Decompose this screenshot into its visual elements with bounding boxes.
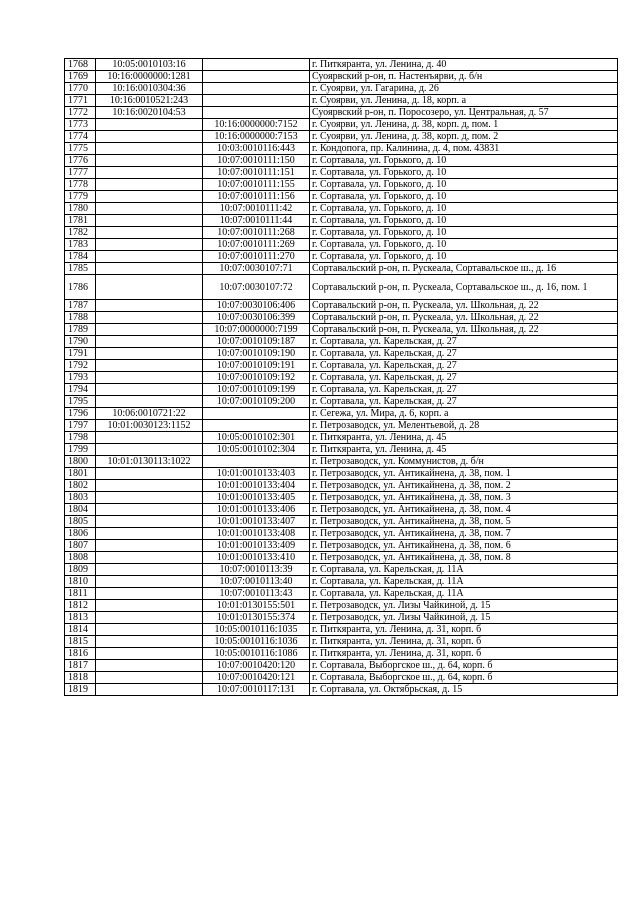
address-cell: г. Сортавала, ул. Карельская, д. 27: [310, 348, 618, 360]
address-cell: г. Суоярви, ул. Ленина, д. 38, корп. д, пом. 2: [310, 131, 618, 143]
row-number-cell: 1779: [65, 191, 96, 203]
row-number-cell: 1803: [65, 492, 96, 504]
row-number-cell: 1792: [65, 360, 96, 372]
premises-cadastral-number-cell: 10:07:0010113:43: [203, 588, 310, 600]
table-row: [65, 215, 618, 227]
address-cell: г. Петрозаводск, ул. Антикайнена, д. 38, пом. 8: [310, 552, 618, 564]
premises-cadastral-number-cell: 10:05:0010116:1086: [203, 648, 310, 660]
address-cell: г. Сортавала, ул. Карельская, д. 27: [310, 396, 618, 408]
table-row: [65, 504, 618, 516]
table-row: [65, 203, 618, 215]
premises-cadastral-number-cell: 10:01:0010133:405: [203, 492, 310, 504]
row-number-cell: 1785: [65, 263, 96, 275]
address-cell: Сортавальский р-он, п. Рускеала, ул. Школьная, д. 22: [310, 324, 618, 336]
address-cell: г. Суоярви, ул. Ленина, д. 18, корп. а: [310, 95, 618, 107]
row-number-cell: 1774: [65, 131, 96, 143]
premises-cadastral-number-cell: 10:03:0010116:443: [203, 143, 310, 155]
cadastral-number-cell: [96, 203, 203, 215]
address-cell: г. Петрозаводск, ул. Антикайнена, д. 38, пом. 1: [310, 468, 618, 480]
table-row: [65, 516, 618, 528]
cadastral-number-cell: [96, 372, 203, 384]
cadastral-number-cell: [96, 396, 203, 408]
cadastral-number-cell: [96, 672, 203, 684]
address-cell: г. Петрозаводск, ул. Антикайнена, д. 38, пом. 6: [310, 540, 618, 552]
table-row: [65, 263, 618, 275]
row-number-cell: 1812: [65, 600, 96, 612]
cadastral-number-cell: [96, 275, 203, 300]
address-cell: г. Питкяранта, ул. Ленина, д. 45: [310, 432, 618, 444]
table-row: [65, 636, 618, 648]
row-number-cell: 1806: [65, 528, 96, 540]
row-number-cell: 1805: [65, 516, 96, 528]
row-number-cell: 1819: [65, 684, 96, 696]
row-number-cell: 1811: [65, 588, 96, 600]
address-cell: г. Петрозаводск, ул. Лизы Чайкиной, д. 15: [310, 600, 618, 612]
table-row: [65, 372, 618, 384]
table-row: [65, 432, 618, 444]
premises-cadastral-number-cell: 10:01:0010133:407: [203, 516, 310, 528]
premises-cadastral-number-cell: [203, 456, 310, 468]
table-row: [65, 552, 618, 564]
cadastral-number-cell: 10:01:0130113:1022: [96, 456, 203, 468]
cadastral-number-cell: [96, 215, 203, 227]
address-cell: г. Сортавала, ул. Горького, д. 10: [310, 251, 618, 263]
cadastral-number-cell: [96, 179, 203, 191]
cadastral-number-cell: [96, 492, 203, 504]
table-row: [65, 275, 618, 300]
row-number-cell: 1817: [65, 660, 96, 672]
row-number-cell: 1791: [65, 348, 96, 360]
cadastral-number-cell: [96, 336, 203, 348]
table-row: [65, 336, 618, 348]
cadastral-number-cell: [96, 540, 203, 552]
row-number-cell: 1800: [65, 456, 96, 468]
table-row: [65, 227, 618, 239]
premises-cadastral-number-cell: 10:07:0010109:192: [203, 372, 310, 384]
address-cell: г. Сортавала, ул. Карельская, д. 27: [310, 372, 618, 384]
address-cell: г. Сортавала, ул. Горького, д. 10: [310, 227, 618, 239]
row-number-cell: 1818: [65, 672, 96, 684]
cadastral-number-cell: [96, 588, 203, 600]
address-cell: г. Кондопога, пр. Калинина, д. 4, пом. 43831: [310, 143, 618, 155]
address-cell: г. Питкяранта, ул. Ленина, д. 31, корп. б: [310, 636, 618, 648]
address-cell: г. Сортавала, ул. Карельская, д. 27: [310, 384, 618, 396]
premises-cadastral-number-cell: 10:01:0130155:374: [203, 612, 310, 624]
premises-cadastral-number-cell: [203, 59, 310, 71]
table-row: [65, 588, 618, 600]
cadastral-number-cell: [96, 155, 203, 167]
table-row: [65, 191, 618, 203]
table-row: [65, 564, 618, 576]
row-number-cell: 1793: [65, 372, 96, 384]
premises-cadastral-number-cell: 10:07:0010111:268: [203, 227, 310, 239]
address-cell: г. Петрозаводск, ул. Мелентьевой, д. 28: [310, 420, 618, 432]
cadastral-number-cell: [96, 167, 203, 179]
address-cell: Суоярвский р-он, п. Настенъярви, д. б/н: [310, 71, 618, 83]
premises-cadastral-number-cell: 10:01:0130155:501: [203, 600, 310, 612]
table-row: [65, 384, 618, 396]
table-row: [65, 167, 618, 179]
premises-cadastral-number-cell: 10:07:0010109:199: [203, 384, 310, 396]
row-number-cell: 1786: [65, 275, 96, 300]
address-cell: г. Сортавала, ул. Октябрьская, д. 15: [310, 684, 618, 696]
cadastral-number-cell: [96, 191, 203, 203]
address-cell: г. Петрозаводск, ул. Антикайнена, д. 38, пом. 2: [310, 480, 618, 492]
cadastral-number-cell: [96, 143, 203, 155]
row-number-cell: 1795: [65, 396, 96, 408]
row-number-cell: 1769: [65, 71, 96, 83]
table-row: [65, 239, 618, 251]
address-cell: г. Петрозаводск, ул. Антикайнена, д. 38, пом. 7: [310, 528, 618, 540]
premises-cadastral-number-cell: 10:07:0030107:71: [203, 263, 310, 275]
row-number-cell: 1784: [65, 251, 96, 263]
cadastral-number-cell: [96, 227, 203, 239]
table-row: [65, 143, 618, 155]
row-number-cell: 1770: [65, 83, 96, 95]
cadastral-number-cell: [96, 612, 203, 624]
premises-cadastral-number-cell: 10:16:0000000:7152: [203, 119, 310, 131]
address-cell: Сортавальский р-он, п. Рускеала, ул. Школьная, д. 22: [310, 300, 618, 312]
table-row: [65, 456, 618, 468]
cadastral-number-cell: [96, 648, 203, 660]
cadastral-number-cell: 10:16:0010521:243: [96, 95, 203, 107]
cadastral-number-cell: [96, 504, 203, 516]
premises-cadastral-number-cell: [203, 408, 310, 420]
table-row: [65, 444, 618, 456]
table-row: [65, 360, 618, 372]
premises-cadastral-number-cell: 10:07:0010111:155: [203, 179, 310, 191]
table-row: [65, 612, 618, 624]
row-number-cell: 1801: [65, 468, 96, 480]
premises-cadastral-number-cell: 10:05:0010116:1035: [203, 624, 310, 636]
row-number-cell: 1789: [65, 324, 96, 336]
premises-cadastral-number-cell: 10:07:0010111:151: [203, 167, 310, 179]
row-number-cell: 1799: [65, 444, 96, 456]
address-cell: г. Питкяранта, ул. Ленина, д. 31, корп. б: [310, 624, 618, 636]
table-row: [65, 131, 618, 143]
cadastral-number-cell: [96, 384, 203, 396]
row-number-cell: 1788: [65, 312, 96, 324]
cadastral-number-cell: [96, 564, 203, 576]
table-row: [65, 420, 618, 432]
row-number-cell: 1798: [65, 432, 96, 444]
premises-cadastral-number-cell: 10:07:0030107:72: [203, 275, 310, 300]
row-number-cell: 1797: [65, 420, 96, 432]
premises-cadastral-number-cell: 10:05:0010116:1036: [203, 636, 310, 648]
address-cell: г. Петрозаводск, ул. Коммунистов, д. б/н: [310, 456, 618, 468]
cadastral-number-cell: [96, 300, 203, 312]
row-number-cell: 1778: [65, 179, 96, 191]
premises-cadastral-number-cell: 10:07:0010117:131: [203, 684, 310, 696]
premises-cadastral-number-cell: 10:07:0030106:399: [203, 312, 310, 324]
cadastral-number-cell: [96, 600, 203, 612]
address-cell: г. Сортавала, ул. Горького, д. 10: [310, 179, 618, 191]
row-number-cell: 1813: [65, 612, 96, 624]
premises-cadastral-number-cell: 10:01:0010133:406: [203, 504, 310, 516]
premises-cadastral-number-cell: 10:05:0010102:301: [203, 432, 310, 444]
table-row: [65, 179, 618, 191]
row-number-cell: 1780: [65, 203, 96, 215]
premises-cadastral-number-cell: 10:07:0010420:120: [203, 660, 310, 672]
cadastral-number-cell: [96, 348, 203, 360]
premises-cadastral-number-cell: [203, 107, 310, 119]
table-row: [65, 660, 618, 672]
cadastral-number-cell: [96, 636, 203, 648]
premises-cadastral-number-cell: 10:07:0010109:200: [203, 396, 310, 408]
premises-cadastral-number-cell: 10:01:0010133:404: [203, 480, 310, 492]
premises-cadastral-number-cell: [203, 71, 310, 83]
address-cell: г. Сортавала, ул. Горького, д. 10: [310, 239, 618, 251]
premises-cadastral-number-cell: 10:07:0010420:121: [203, 672, 310, 684]
address-cell: г. Петрозаводск, ул. Антикайнена, д. 38, пом. 5: [310, 516, 618, 528]
property-registry-table: [64, 58, 618, 696]
premises-cadastral-number-cell: 10:07:0010109:190: [203, 348, 310, 360]
table-row: [65, 83, 618, 95]
cadastral-number-cell: 10:16:0010304:36: [96, 83, 203, 95]
cadastral-number-cell: [96, 528, 203, 540]
cadastral-number-cell: [96, 468, 203, 480]
cadastral-number-cell: 10:01:0030123:1152: [96, 420, 203, 432]
row-number-cell: 1772: [65, 107, 96, 119]
row-number-cell: 1794: [65, 384, 96, 396]
address-cell: г. Сортавала, ул. Горького, д. 10: [310, 215, 618, 227]
cadastral-number-cell: [96, 660, 203, 672]
premises-cadastral-number-cell: [203, 83, 310, 95]
cadastral-number-cell: [96, 239, 203, 251]
cadastral-number-cell: [96, 444, 203, 456]
address-cell: Сортавальский р-он, п. Рускеала, Сортавальское ш., д. 16, пом. 1: [310, 275, 618, 300]
row-number-cell: 1809: [65, 564, 96, 576]
row-number-cell: 1802: [65, 480, 96, 492]
premises-cadastral-number-cell: [203, 420, 310, 432]
cadastral-number-cell: [96, 324, 203, 336]
address-cell: г. Питкяранта, ул. Ленина, д. 31, корп. б: [310, 648, 618, 660]
cadastral-number-cell: [96, 576, 203, 588]
address-cell: г. Сортавала, Выборгское ш., д. 64, корп. б: [310, 660, 618, 672]
row-number-cell: 1796: [65, 408, 96, 420]
row-number-cell: 1815: [65, 636, 96, 648]
row-number-cell: 1781: [65, 215, 96, 227]
table-row: [65, 480, 618, 492]
address-cell: Сортавальский р-он, п. Рускеала, ул. Школьная, д. 22: [310, 312, 618, 324]
cadastral-number-cell: [96, 684, 203, 696]
table-row: [65, 107, 618, 119]
table-row: [65, 492, 618, 504]
table-row: [65, 300, 618, 312]
row-number-cell: 1768: [65, 59, 96, 71]
cadastral-number-cell: [96, 360, 203, 372]
premises-cadastral-number-cell: 10:07:0010109:187: [203, 336, 310, 348]
table-row: [65, 348, 618, 360]
row-number-cell: 1775: [65, 143, 96, 155]
table-row: [65, 155, 618, 167]
cadastral-number-cell: [96, 312, 203, 324]
address-cell: Сортавальский р-он, п. Рускеала, Сортавальское ш., д. 16: [310, 263, 618, 275]
row-number-cell: 1790: [65, 336, 96, 348]
address-cell: г. Петрозаводск, ул. Лизы Чайкиной, д. 15: [310, 612, 618, 624]
address-cell: г. Сортавала, ул. Горького, д. 10: [310, 203, 618, 215]
row-number-cell: 1773: [65, 119, 96, 131]
cadastral-number-cell: 10:05:0010103:16: [96, 59, 203, 71]
address-cell: г. Петрозаводск, ул. Антикайнена, д. 38, пом. 3: [310, 492, 618, 504]
table-row: [65, 684, 618, 696]
table-row: [65, 59, 618, 71]
table-row: [65, 324, 618, 336]
cadastral-number-cell: [96, 480, 203, 492]
premises-cadastral-number-cell: 10:07:0010109:191: [203, 360, 310, 372]
cadastral-number-cell: [96, 432, 203, 444]
address-cell: г. Сортавала, ул. Горького, д. 10: [310, 155, 618, 167]
address-cell: г. Питкяранта, ул. Ленина, д. 40: [310, 59, 618, 71]
table-row: [65, 312, 618, 324]
table-row: [65, 540, 618, 552]
row-number-cell: 1816: [65, 648, 96, 660]
cadastral-number-cell: [96, 552, 203, 564]
table-row: [65, 71, 618, 83]
premises-cadastral-number-cell: 10:07:0010111:270: [203, 251, 310, 263]
address-cell: г. Сортавала, ул. Карельская, д. 27: [310, 360, 618, 372]
table-row: [65, 576, 618, 588]
address-cell: г. Суоярви, ул. Гагарина, д. 26: [310, 83, 618, 95]
premises-cadastral-number-cell: 10:01:0010133:410: [203, 552, 310, 564]
premises-cadastral-number-cell: 10:05:0010102:304: [203, 444, 310, 456]
address-cell: г. Сортавала, ул. Карельская, д. 11А: [310, 576, 618, 588]
row-number-cell: 1807: [65, 540, 96, 552]
address-cell: г. Сортавала, ул. Карельская, д. 11А: [310, 564, 618, 576]
row-number-cell: 1810: [65, 576, 96, 588]
cadastral-number-cell: [96, 624, 203, 636]
table-row: [65, 95, 618, 107]
cadastral-number-cell: 10:16:0000000:1281: [96, 71, 203, 83]
table-row: [65, 468, 618, 480]
premises-cadastral-number-cell: 10:01:0010133:408: [203, 528, 310, 540]
address-cell: г. Сортавала, ул. Карельская, д. 27: [310, 336, 618, 348]
table-row: [65, 251, 618, 263]
table-row: [65, 119, 618, 131]
premises-cadastral-number-cell: 10:07:0030106:406: [203, 300, 310, 312]
address-cell: г. Сортавала, Выборгское ш., д. 64, корп. б: [310, 672, 618, 684]
cadastral-number-cell: [96, 516, 203, 528]
premises-cadastral-number-cell: 10:07:0010113:40: [203, 576, 310, 588]
cadastral-number-cell: [96, 119, 203, 131]
table-row: [65, 600, 618, 612]
premises-cadastral-number-cell: 10:01:0010133:409: [203, 540, 310, 552]
table-row: [65, 672, 618, 684]
premises-cadastral-number-cell: 10:07:0010113:39: [203, 564, 310, 576]
premises-cadastral-number-cell: 10:16:0000000:7153: [203, 131, 310, 143]
table-row: [65, 408, 618, 420]
premises-cadastral-number-cell: 10:07:0010111:44: [203, 215, 310, 227]
address-cell: Суоярвский р-он, п. Поросозеро, ул. Центральная, д. 57: [310, 107, 618, 119]
row-number-cell: 1776: [65, 155, 96, 167]
row-number-cell: 1804: [65, 504, 96, 516]
premises-cadastral-number-cell: 10:07:0010111:156: [203, 191, 310, 203]
address-cell: г. Питкяранта, ул. Ленина, д. 45: [310, 444, 618, 456]
table-row: [65, 624, 618, 636]
cadastral-number-cell: 10:06:0010721:22: [96, 408, 203, 420]
table-row: [65, 528, 618, 540]
registry-table-body: [65, 59, 618, 696]
row-number-cell: 1771: [65, 95, 96, 107]
cadastral-number-cell: [96, 263, 203, 275]
row-number-cell: 1787: [65, 300, 96, 312]
row-number-cell: 1808: [65, 552, 96, 564]
row-number-cell: 1814: [65, 624, 96, 636]
cadastral-number-cell: 10:16:0020104:53: [96, 107, 203, 119]
address-cell: г. Петрозаводск, ул. Антикайнена, д. 38, пом. 4: [310, 504, 618, 516]
premises-cadastral-number-cell: 10:01:0010133:403: [203, 468, 310, 480]
cadastral-number-cell: [96, 131, 203, 143]
premises-cadastral-number-cell: [203, 95, 310, 107]
premises-cadastral-number-cell: 10:07:0010111:150: [203, 155, 310, 167]
table-row: [65, 396, 618, 408]
address-cell: г. Сегежа, ул. Мира, д. 6, корп. а: [310, 408, 618, 420]
address-cell: г. Сортавала, ул. Горького, д. 10: [310, 167, 618, 179]
premises-cadastral-number-cell: 10:07:0010111:42: [203, 203, 310, 215]
row-number-cell: 1777: [65, 167, 96, 179]
cadastral-number-cell: [96, 251, 203, 263]
table-row: [65, 648, 618, 660]
address-cell: г. Суоярви, ул. Ленина, д. 38, корп. д, пом. 1: [310, 119, 618, 131]
premises-cadastral-number-cell: 10:07:0000000:7199: [203, 324, 310, 336]
row-number-cell: 1783: [65, 239, 96, 251]
row-number-cell: 1782: [65, 227, 96, 239]
premises-cadastral-number-cell: 10:07:0010111:269: [203, 239, 310, 251]
address-cell: г. Сортавала, ул. Горького, д. 10: [310, 191, 618, 203]
address-cell: г. Сортавала, ул. Карельская, д. 11А: [310, 588, 618, 600]
